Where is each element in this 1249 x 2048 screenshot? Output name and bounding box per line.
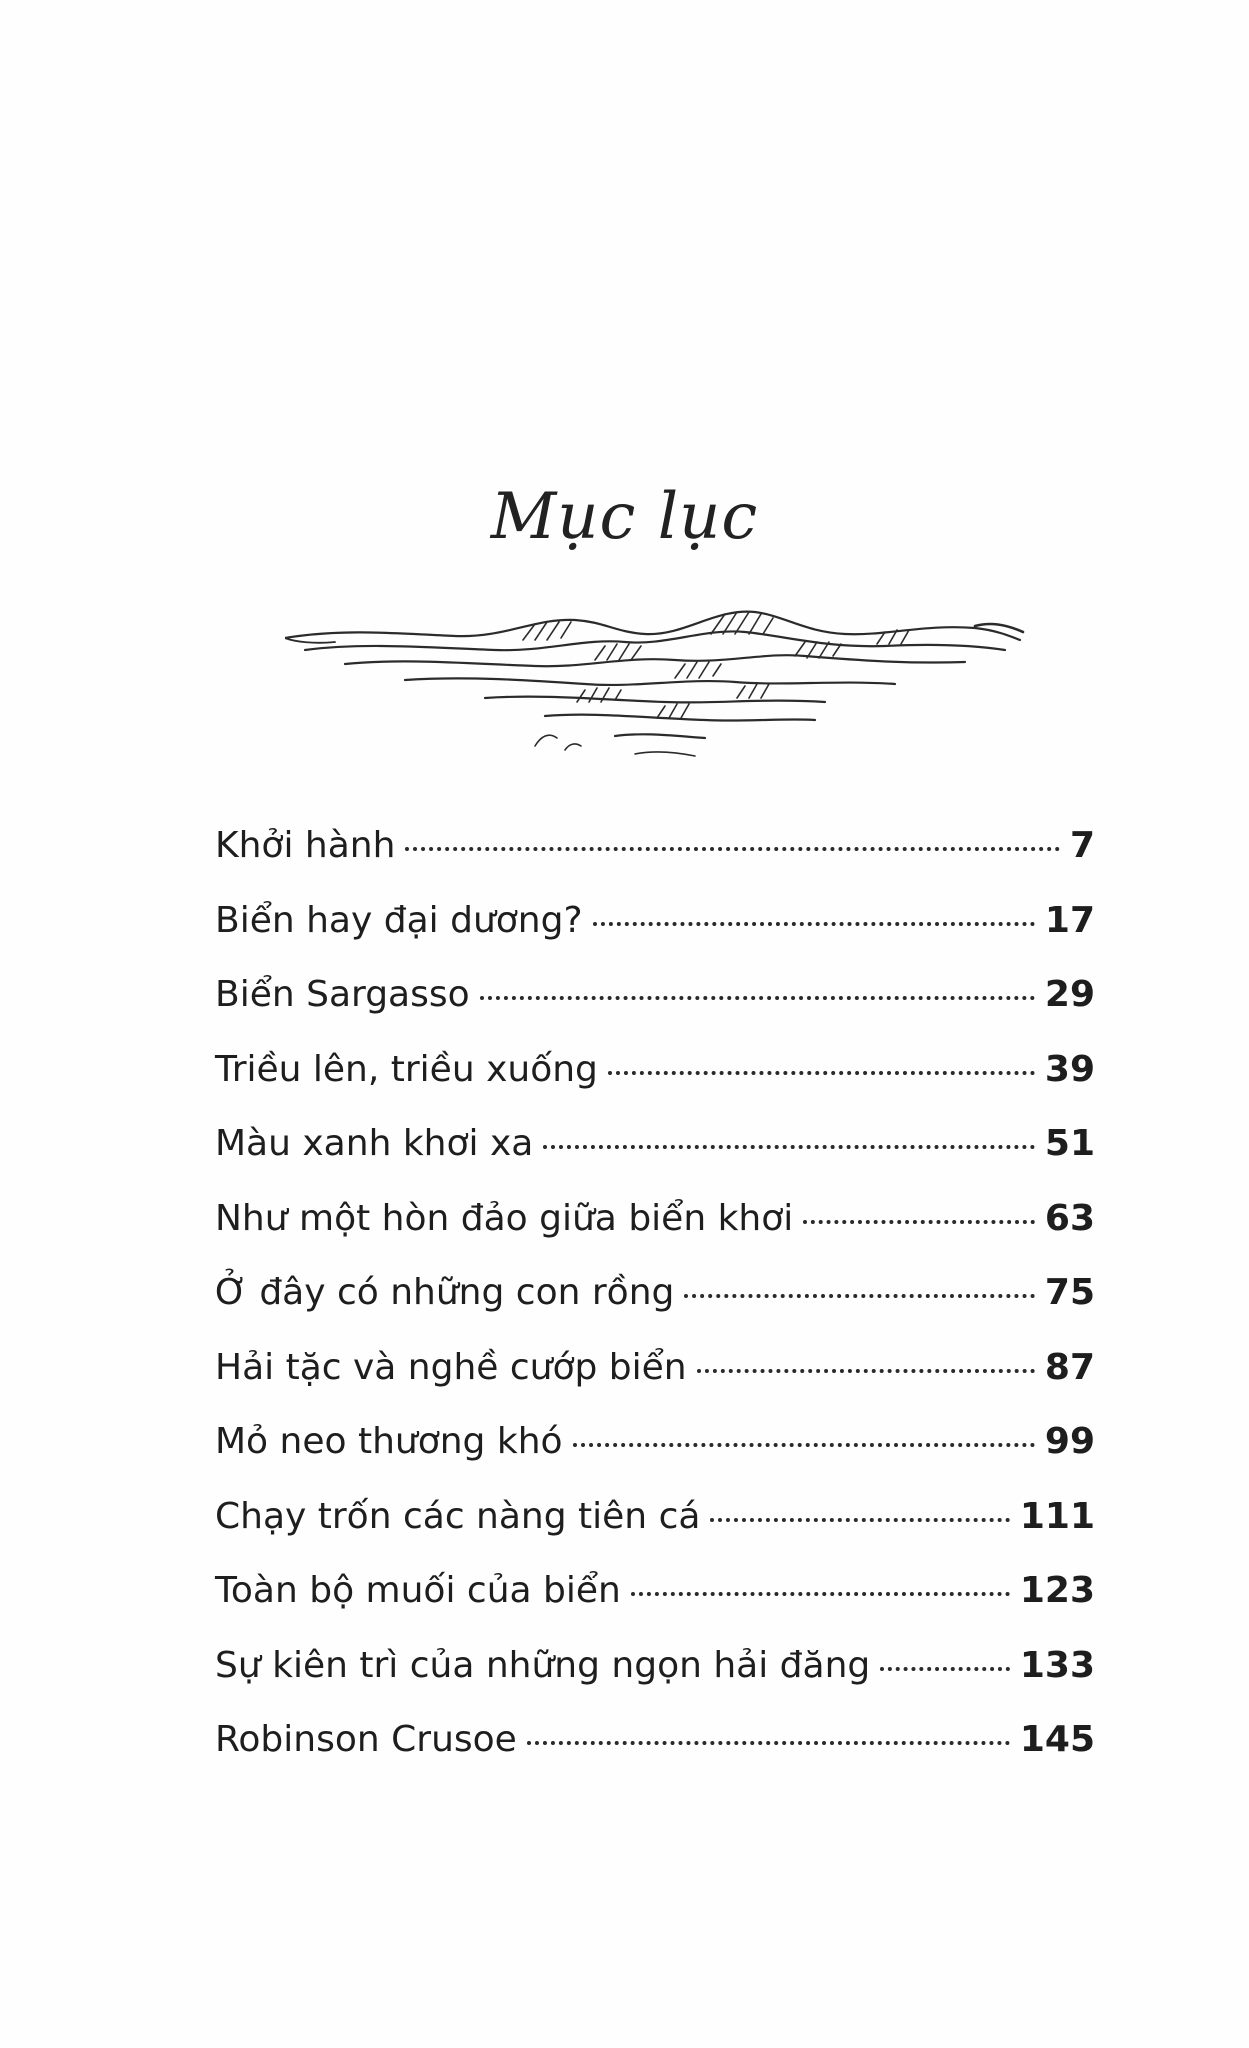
- toc-entry[interactable]: [215, 1123, 1095, 1198]
- toc-entry-title: Triều lên, triều xuống: [215, 1048, 598, 1090]
- toc-entry[interactable]: [215, 1347, 1095, 1422]
- toc-entry-title: Toàn bộ muối của biển: [215, 1570, 621, 1611]
- toc-leader-dots: [593, 922, 1035, 926]
- toc-entry-page: 133: [1019, 1644, 1095, 1686]
- toc-entry-title: Màu xanh khơi xa: [215, 1123, 534, 1164]
- toc-entry-title: Mỏ neo thương khó: [215, 1421, 563, 1462]
- toc-entry[interactable]: [215, 1049, 1095, 1124]
- toc-entry-title: Sự kiên trì của những ngọn hải đăng: [215, 1644, 871, 1686]
- toc-entry-page: 99: [1044, 1421, 1095, 1462]
- toc-entry[interactable]: [215, 1496, 1095, 1571]
- table-of-contents: [215, 825, 1095, 1794]
- toc-entry-page: 111: [1019, 1495, 1095, 1537]
- toc-entry-title: Biển Sargasso: [215, 974, 470, 1015]
- toc-entry[interactable]: [215, 825, 1095, 900]
- toc-entry-page: 51: [1044, 1123, 1095, 1164]
- toc-leader-dots: [803, 1220, 1035, 1224]
- toc-entry-page: 123: [1019, 1570, 1095, 1611]
- toc-entry[interactable]: [215, 1645, 1095, 1720]
- toc-entry-page: 17: [1044, 899, 1095, 941]
- sea-waves-icon: [285, 598, 1025, 768]
- toc-leader-dots: [880, 1667, 1010, 1671]
- toc-entry[interactable]: [215, 1570, 1095, 1645]
- toc-leader-dots: [684, 1294, 1035, 1298]
- toc-entry-title: Khởi hành: [215, 825, 396, 866]
- toc-entry-page: 75: [1044, 1272, 1095, 1313]
- toc-leader-dots: [543, 1145, 1035, 1149]
- toc-entry-page: 39: [1044, 1048, 1095, 1090]
- toc-entry-title: Hải tặc và nghề cướp biển: [215, 1346, 687, 1388]
- toc-leader-dots: [710, 1518, 1009, 1522]
- toc-entry-page: 7: [1069, 825, 1095, 866]
- toc-leader-dots: [573, 1443, 1035, 1447]
- toc-entry-title: Biển hay đại dương?: [215, 899, 583, 941]
- toc-entry-page: 87: [1044, 1346, 1095, 1388]
- toc-entry[interactable]: [215, 974, 1095, 1049]
- toc-leader-dots: [405, 847, 1060, 851]
- toc-leader-dots: [480, 996, 1035, 1000]
- toc-leader-dots: [697, 1369, 1035, 1373]
- toc-entry-page: 63: [1044, 1197, 1095, 1239]
- toc-leader-dots: [527, 1741, 1010, 1745]
- toc-entry[interactable]: [215, 1421, 1095, 1496]
- toc-entry[interactable]: [215, 1198, 1095, 1273]
- toc-leader-dots: [608, 1071, 1035, 1075]
- toc-entry-title: Robinson Crusoe: [215, 1719, 517, 1760]
- toc-entry-title: Như một hòn đảo giữa biển khơi: [215, 1197, 794, 1239]
- toc-entry[interactable]: [215, 1272, 1095, 1347]
- toc-entry-title: Chạy trốn các nàng tiên cá: [215, 1495, 701, 1537]
- toc-entry-page: 145: [1019, 1719, 1095, 1760]
- toc-entry[interactable]: [215, 900, 1095, 975]
- toc-entry-title: Ở đây có những con rồng: [215, 1272, 675, 1313]
- toc-entry-page: 29: [1044, 974, 1095, 1015]
- toc-entry[interactable]: [215, 1719, 1095, 1794]
- page-title: Mục lục: [490, 480, 759, 554]
- toc-leader-dots: [631, 1592, 1010, 1596]
